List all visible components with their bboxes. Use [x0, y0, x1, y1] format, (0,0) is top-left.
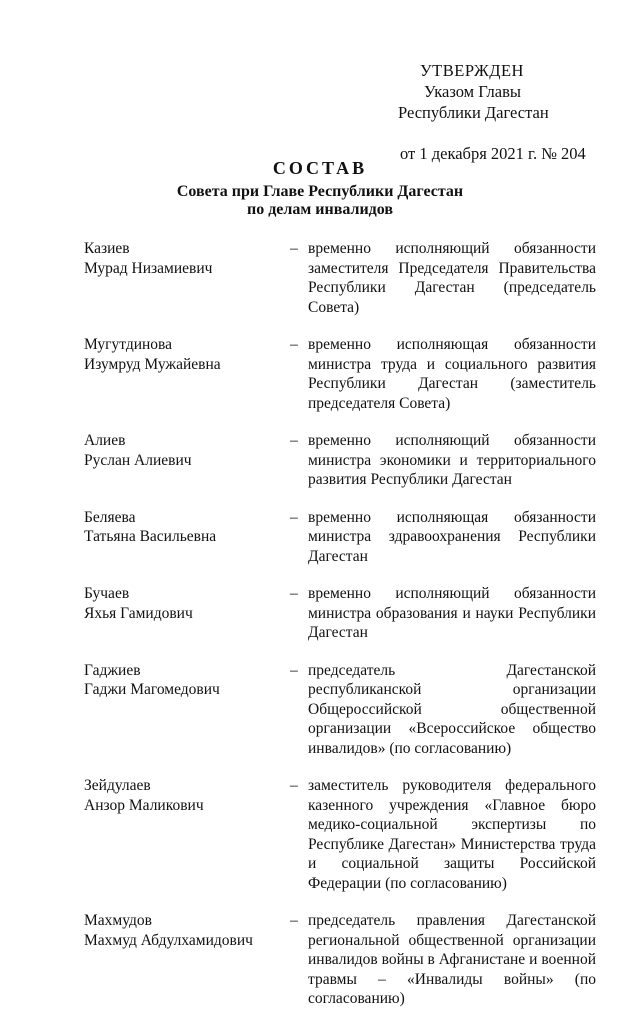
- member-row: [0, 776, 640, 893]
- approval-block: [398, 60, 618, 164]
- member-name: [84, 584, 274, 623]
- member-row: [0, 911, 640, 1009]
- member-dash: –: [290, 336, 298, 353]
- member-surname: Алиев: [84, 432, 126, 449]
- member-name: [84, 661, 274, 700]
- member-given-name: Изумруд Мужайевна: [84, 355, 221, 373]
- approval-republic-line: Республики Дагестан: [398, 103, 549, 122]
- approval-status: УТВЕРЖДЕН: [420, 61, 524, 80]
- member-role: временно исполняющая обязанности министра здравоохранения Республики Дагестан: [308, 508, 596, 565]
- member-surname: Казиев: [84, 240, 130, 257]
- member-row: [0, 335, 640, 413]
- member-role: временно исполняющий обязанности заместителя Председателя Правительства Республики Дагестан (председатель Совета): [308, 240, 596, 316]
- member-role: временно исполняющая обязанности министра труда и социального развития Республики Дагестан (заместитель председателя Совета): [308, 336, 596, 412]
- member-dash: –: [290, 240, 298, 257]
- member-surname: Зейдулаев: [84, 777, 151, 794]
- member-surname: Махмудов: [84, 912, 152, 929]
- member-row: [0, 508, 640, 567]
- member-dash: –: [290, 912, 298, 929]
- member-dash: –: [290, 432, 298, 449]
- member-row: [0, 661, 640, 759]
- member-role: председатель Дагестанской республиканской организации Общероссийской общественной организации «Всероссийское общество инвалидов» (по согласованию): [308, 661, 596, 757]
- member-dash: –: [290, 508, 298, 526]
- member-dash: –: [290, 661, 298, 679]
- member-surname: Мугутдинова: [84, 336, 173, 353]
- member-name: [84, 911, 274, 950]
- member-given-name: Махмуд Абдулхамидович: [84, 931, 253, 949]
- member-given-name: Мурад Низамиевич: [84, 259, 213, 277]
- member-name: [84, 335, 274, 374]
- member-dash: –: [290, 585, 298, 602]
- member-given-name: Татьяна Васильевна: [84, 528, 217, 545]
- member-name: [84, 776, 274, 815]
- member-role: председатель правления Дагестанской региональной общественной организации инвалидов войны в Афганистане и военной травмы – «Инвалиды войны» (по согласованию): [308, 912, 596, 1007]
- member-row: [0, 239, 640, 317]
- member-role: временно исполняющий обязанности министра образования и науки Республики Дагестан: [308, 585, 596, 641]
- member-surname: Гаджиев: [84, 661, 141, 679]
- subtitle-line-1: Совета при Главе Республики Дагестан: [176, 183, 464, 200]
- member-dash: –: [290, 777, 298, 794]
- member-name: [84, 239, 274, 278]
- member-given-name: Яхья Гамидович: [84, 604, 193, 622]
- members-list: [0, 239, 640, 1027]
- member-given-name: Руслан Алиевич: [84, 451, 192, 469]
- member-name: [84, 508, 274, 547]
- subtitle-line-2: по делам инвалидов: [246, 201, 394, 218]
- member-role: заместитель руководителя федерального казенного учреждения «Главное бюро медико-социальной экспертизы по Республике Дагестан» Министерства труда и социальной защиты Российской Федерации (по согласованию): [308, 777, 596, 892]
- member-given-name: Гаджи Магомедович: [84, 681, 220, 698]
- member-role: временно исполняющий обязанности министра экономики и территориального развития Республики Дагестан: [308, 432, 596, 488]
- approval-date: от 1 декабря 2021 г. № 204: [400, 144, 586, 163]
- approval-decree-line: Указом Главы: [424, 82, 521, 101]
- member-surname: Бучаев: [84, 585, 130, 602]
- member-given-name: Анзор Маликович: [84, 796, 204, 814]
- document-subtitle: [0, 183, 640, 219]
- document-title: СОСТАВ: [272, 158, 368, 178]
- member-surname: Беляева: [84, 508, 136, 526]
- member-row: [0, 431, 640, 490]
- member-row: [0, 584, 640, 643]
- member-name: [84, 431, 274, 470]
